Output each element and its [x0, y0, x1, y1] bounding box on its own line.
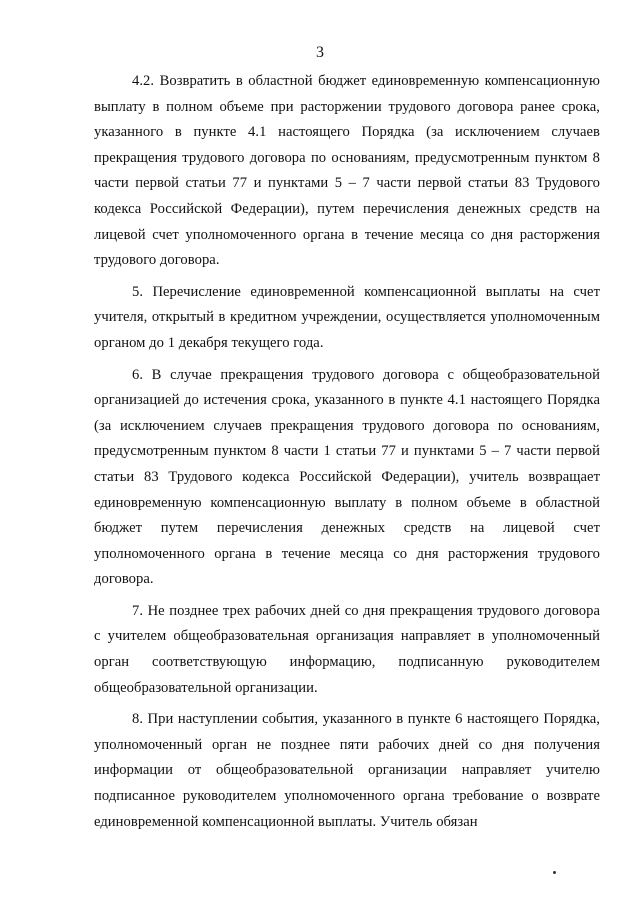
- page-number: 3: [316, 44, 324, 61]
- paragraph-7: 7. Не позднее трех рабочих дней со дня прекращения трудового договора с учителем общеобразовательная организация направляет в уполномоченный орган соответствующую информацию, подписанную руководителем общеобразовательной организации.: [94, 602, 600, 696]
- paragraph-4-2: 4.2. Возвратить в областной бюджет единовременную компенсационную выплату в полном объеме при расторжении трудового договора ранее срока, указанного в пункте 4.1 настоящего Порядка (за исключением случаев прекращения трудового договора по основаниям, предусмотренным пунктом 8 части первой статьи 77 и пунктами 5 – 7 части первой статьи 83 Трудового кодекса Российской Федерации), путем перечисления денежных средств на лицевой счет уполномоченного органа в течение месяца со дня расторжения трудового договора.: [94, 73, 600, 269]
- scan-speck: [553, 871, 556, 874]
- paragraph-6: 6. В случае прекращения трудового договора с общеобразовательной организацией до истечения срока, указанного в пункте 4.1 настоящего Порядка (за исключением случаев прекращения трудового договора по основаниям, предусмотренным пунктом 8 части 1 статьи 77 и пунктами 5 – 7 части первой статьи 83 Трудового кодекса Российской Федерации), учитель возвращает единовременную компенсационную выплату в полном объеме в областной бюджет путем перечисления денежных средств на лицевой счет уполномоченного органа в течение месяца со дня расторжения трудового договора.: [94, 366, 600, 588]
- paragraph-8: 8. При наступлении события, указанного в пункте 6 настоящего Порядка, уполномоченный орган не позднее пяти рабочих дней со дня получения информации от общеобразовательной организации направляет учителю подписанное руководителем уполномоченного органа требование о возврате единовременной компенсационной выплаты. Учитель обязан: [94, 711, 600, 830]
- paragraph-5: 5. Перечисление единовременной компенсационной выплаты на счет учителя, открытый в кредитном учреждении, осуществляется уполномоченным органом до 1 декабря текущего года.: [94, 283, 600, 351]
- document-body: [94, 69, 600, 841]
